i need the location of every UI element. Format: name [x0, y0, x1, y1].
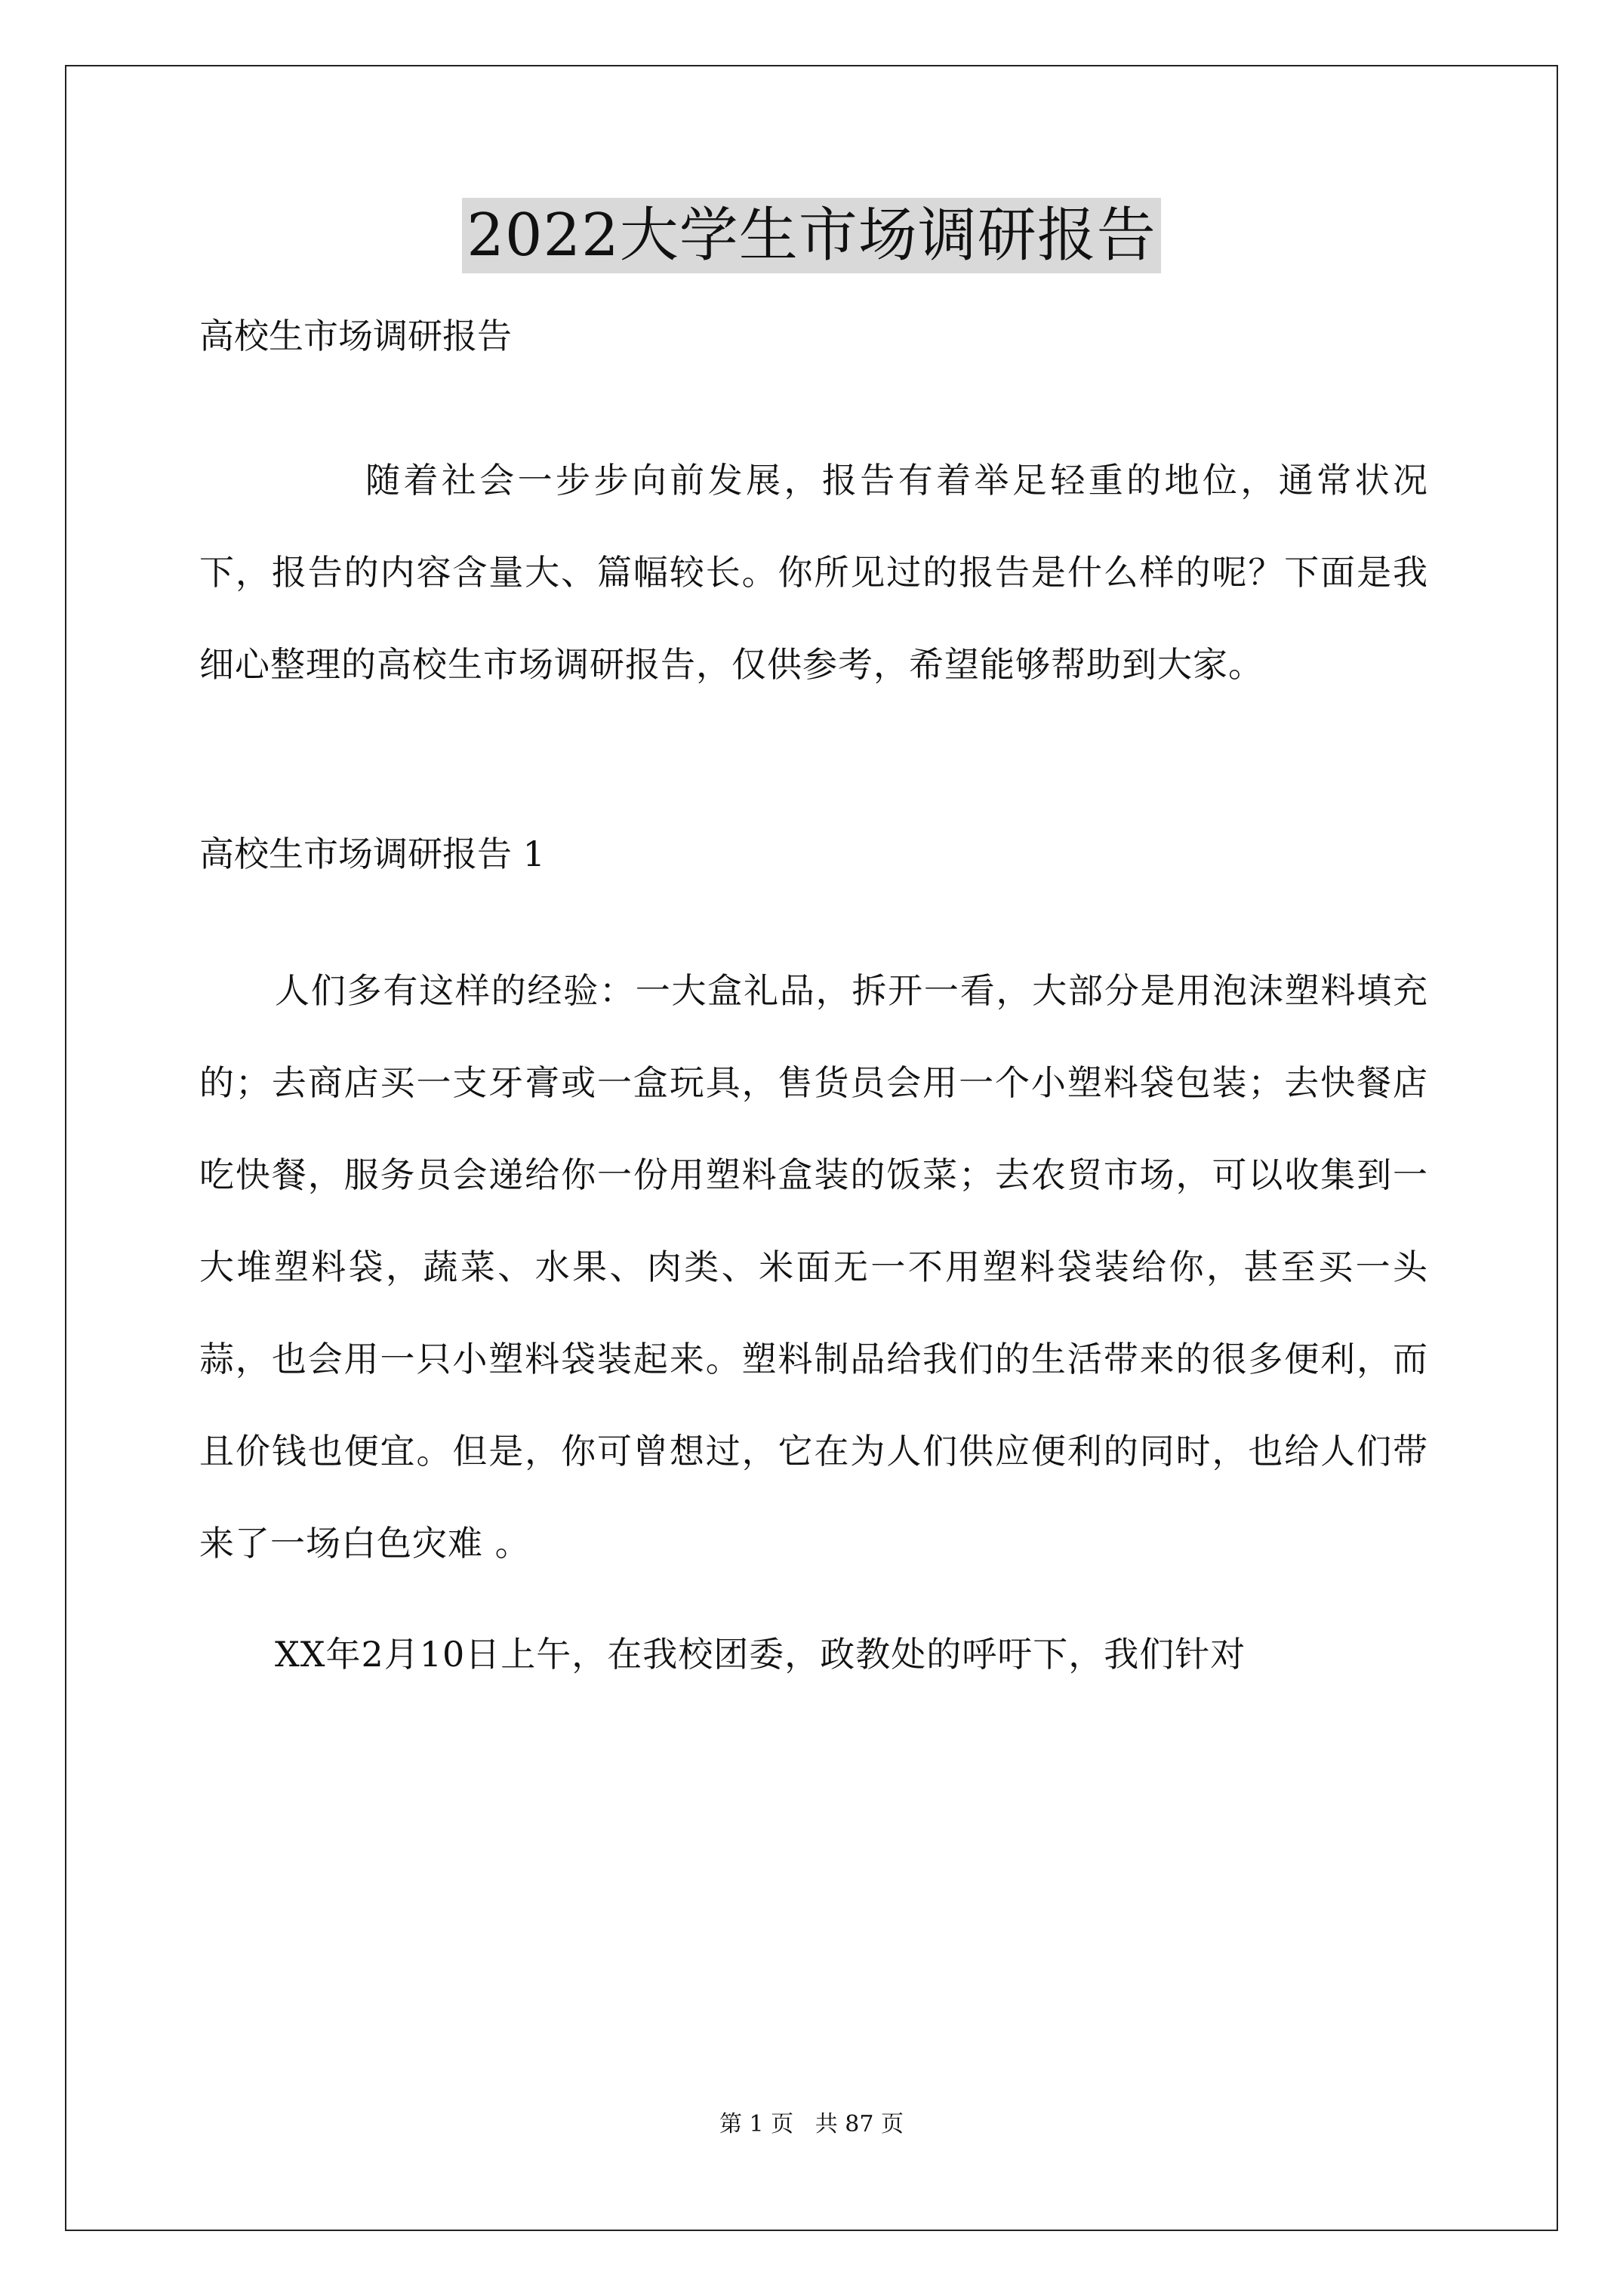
subheading-report: 高校生市场调研报告 [199, 316, 512, 356]
document-title: 2022大学生市场调研报告 [462, 198, 1161, 273]
document-body [199, 306, 1428, 1700]
spacer [199, 1589, 1428, 1608]
subheading-report-1: 高校生市场调研报告 1 [199, 834, 545, 874]
spacer [199, 366, 1428, 434]
intro-paragraph: 随着社会一步步向前发展，报告有着举足轻重的地位，通常状况下，报告的内容含量大、篇幅较长。你所见过的报告是什么样的呢？下面是我细心整理的高校生市场调研报告，仅供参考，希望能够帮助到大家。 [199, 460, 1428, 685]
body-paragraph-2: XX年2月10日上午，在我校团委，政教处的呼吁下，我们针对 [275, 1634, 1246, 1675]
page-footer: 第 1 页 共 87 页 [719, 2111, 904, 2137]
title-container [0, 198, 1623, 273]
spacer [199, 710, 1428, 824]
spacer [199, 884, 1428, 945]
body-paragraph-1: 人们多有这样的经验：一大盒礼品，拆开一看，大部分是用泡沫塑料填充的；去商店买一支牙膏或一盒玩具，售货员会用一个小塑料袋包装；去快餐店吃快餐，服务员会递给你一份用塑料盒装的饭菜；去农贸市场，可以收集到一大堆塑料袋，蔬菜、水果、肉类、米面无一不用塑料袋装给你，甚至买一头蒜，也会用一只小塑料袋装起来。塑料制品给我们的生活带来的很多便利，而且价钱也便宜。但是，你可曾想过，它在为人们供应便利的同时，也给人们带来了一场白色灾难 。 [199, 970, 1428, 1564]
